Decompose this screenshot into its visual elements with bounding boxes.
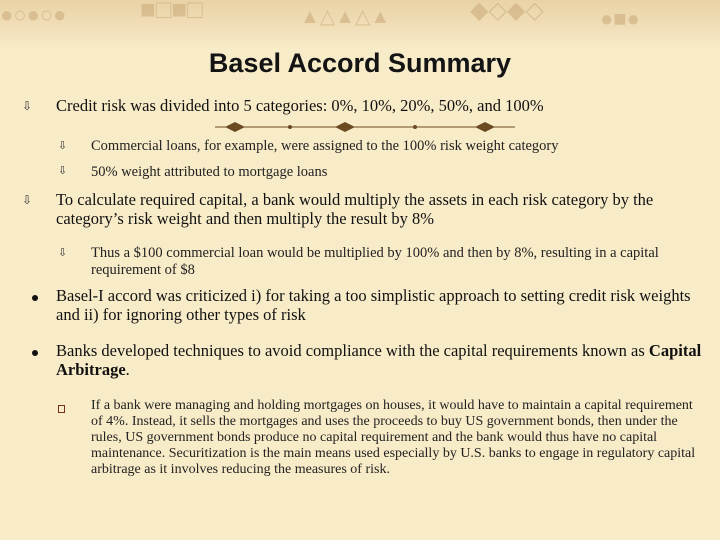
square-bullet-icon xyxy=(58,405,65,413)
page-title: Basel Accord Summary xyxy=(208,48,512,78)
sub-bullet-mortgage-loans: 50% weight attributed to mortgage loans xyxy=(91,164,328,180)
arrow-down-bullet-icon: ⇩ xyxy=(58,247,68,259)
arrow-down-bullet-icon: ⇩ xyxy=(58,140,68,152)
bullet-required-capital: To calculate required capital, a bank would multiply the assets in each risk category by the category’s risk weight and then multiply the result by 8% xyxy=(56,190,654,228)
watermark-glyphs: ●○●○● xyxy=(0,2,67,27)
capital-arbitrage-period: . xyxy=(125,360,130,379)
round-bullet-icon xyxy=(32,295,38,301)
capital-arbitrage-term: Capital Arbitrage xyxy=(56,341,702,379)
arrow-down-bullet-icon: ⇩ xyxy=(22,99,33,113)
watermark-glyphs: ●■● xyxy=(600,6,640,31)
watermark-glyphs: ◆◇◆◇ xyxy=(470,0,544,24)
round-bullet-icon xyxy=(32,350,38,356)
arrow-down-bullet-icon: ⇩ xyxy=(58,165,68,177)
ornamental-divider-icon xyxy=(215,120,515,134)
sub-bullet-commercial-loans: Commercial loans, for example, were assigned to the 100% risk weight category xyxy=(91,138,559,154)
bullet-basel-criticism: Basel-I accord was criticized i) for taking a too simplistic approach to setting credit risk weights and ii) for ignoring other types of risk xyxy=(56,286,691,324)
sub-bullet-mortgage-example: If a bank were managing and holding mortgages on houses, it would have to maintain a capital requirement of 4%. Instead, it sells the mortgages and uses the proceeds to buy US government bonds, then under the rules, US government bonds produce no capital requirement and the bank would thus have no capital maintenance. Securitization is the main means used especially by U.S. banks to engage in regulatory capital arbitrage as it involves reducing the measures of risk. xyxy=(91,398,696,477)
arrow-down-bullet-icon: ⇩ xyxy=(22,193,33,207)
capital-arbitrage-intro: Banks developed techniques to avoid compliance with the capital requirements known as xyxy=(56,341,649,360)
bullet-credit-risk-categories: Credit risk was divided into 5 categories: 0%, 10%, 20%, 50%, and 100% xyxy=(56,96,544,115)
sub-bullet-commercial-loan-example: Thus a $100 commercial loan would be multiplied by 100% and then by 8%, resulting in a capital requirement of $8 xyxy=(91,245,659,278)
watermark-glyphs: ▲△▲△▲ xyxy=(300,6,391,28)
watermark-glyphs: ■□■□ xyxy=(140,0,203,24)
decorative-background-banner xyxy=(0,0,720,48)
bullet-capital-arbitrage xyxy=(56,341,706,379)
